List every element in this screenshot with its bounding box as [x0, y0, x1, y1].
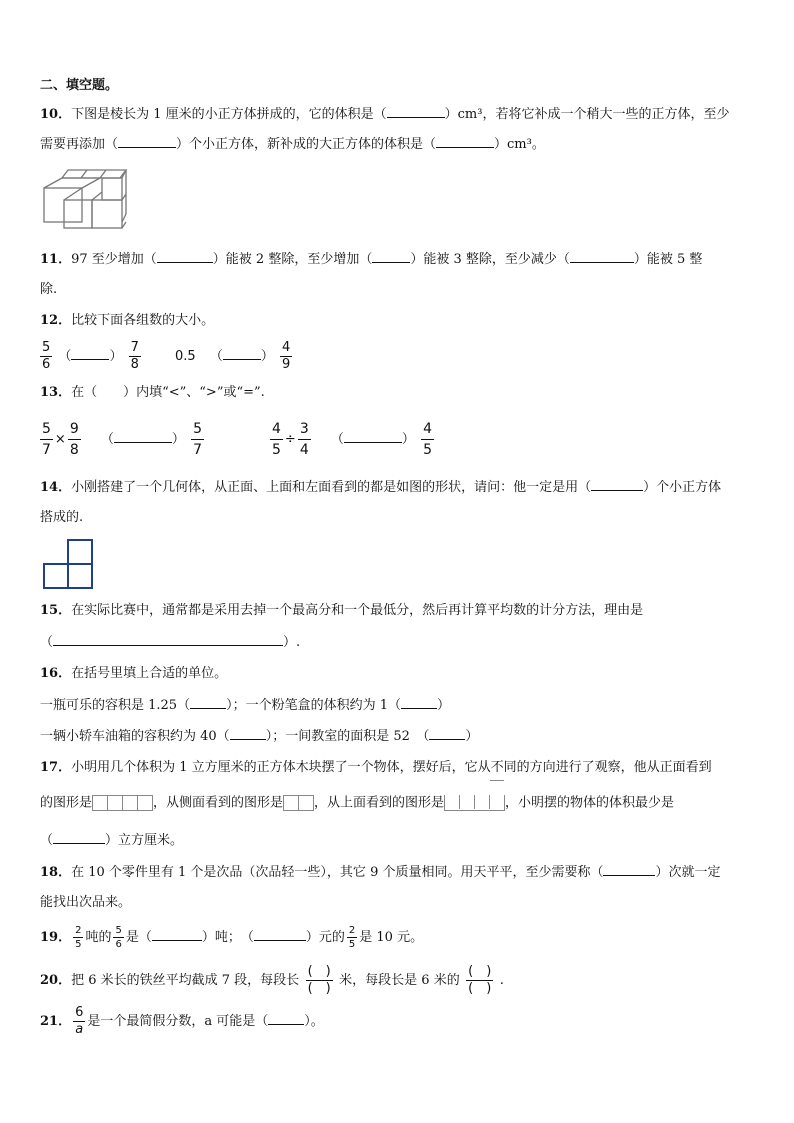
answer-blank[interactable]: [344, 431, 402, 443]
answer-blank[interactable]: [387, 106, 445, 118]
question-14-line-1: 14．小刚搭建了一个几何体，从正面、上面和左面看到的都是如图的形状，请问：他一定是用（ ）个小正方体: [40, 480, 722, 495]
question-16-line-1: 一瓶可乐的容积是 1.25（ ）；一个粉笔盒的体积约为 1（ ）: [40, 698, 450, 713]
answer-blank[interactable]: [230, 728, 266, 740]
answer-blank[interactable]: [53, 634, 283, 646]
question-number: 12．: [40, 313, 72, 328]
l-shape-view-figure: [42, 538, 94, 590]
answer-blank[interactable]: [429, 728, 465, 740]
fraction: $\frac{5}{6}$: [42, 340, 51, 372]
answer-blank[interactable]: [436, 136, 494, 148]
answer-blank[interactable]: [152, 929, 202, 941]
operator: ÷: [284, 432, 296, 447]
fraction: $\frac{3}{4}$: [299, 421, 309, 458]
section-title: 二、填空题。: [40, 78, 119, 93]
top-view-grid: [444, 795, 505, 811]
fraction-answer-blank[interactable]: $\frac{( )}{( )}$: [468, 964, 492, 996]
fraction: $\frac{6}{a}$: [75, 1005, 84, 1037]
fraction: $\frac{2}{5}$: [348, 925, 356, 950]
question-19: 19． $\frac{2}{5}$ 吨的 $\frac{5}{6}$ 是（ ）吨； （ ）元的 $\frac{2}{5}$ 是 10 元。: [40, 925, 424, 950]
question-number: 14．: [40, 480, 72, 495]
answer-blank[interactable]: [401, 697, 437, 709]
question-13-title: 13．在（ ）内填“<”、“>”或“=”.: [40, 385, 265, 400]
question-18-line-1: 18．在 10 个零件里有 1 个是次品（次品轻一些），其它 9 个质量相同。用天平平，至少需要称（ ）次就一定: [40, 865, 721, 880]
answer-blank[interactable]: [114, 431, 172, 443]
question-17-line-2: 的图形是 ，从侧面看到的图形是 ，从上面看到的图形是 ，小明摆的物体的体积最少是: [40, 795, 674, 812]
answer-blank[interactable]: [570, 251, 634, 263]
question-15-line-1: 15．在实际比赛中，通常都是采用去掉一个最高分和一个最低分，然后再计算平均数的计分方法，理由是: [40, 603, 644, 618]
question-14-line-2: 搭成的.: [40, 510, 84, 525]
question-21: 21． $\frac{6}{a}$ 是一个最简假分数，a 可能是（ ）。: [40, 1005, 324, 1037]
fraction: $\frac{2}{5}$: [75, 925, 82, 950]
question-number: 15．: [40, 603, 72, 618]
question-number: 17．: [40, 760, 72, 775]
fraction: $\frac{7}{8}$: [130, 340, 139, 372]
cube-stack-figure: [40, 164, 132, 234]
fraction: $\frac{4}{5}$: [272, 421, 281, 458]
question-number: 21．: [40, 1014, 72, 1029]
question-number: 11．: [40, 252, 72, 267]
fraction: $\frac{5}{7}$: [42, 421, 51, 458]
question-number: 10．: [40, 107, 72, 122]
question-11-line-1: 11．97 至少增加（ ）能被 2 整除，至少增加（ ）能被 3 整除，至少减少（ ）能被 5 整: [40, 252, 703, 267]
fraction: $\frac{5}{6}$: [115, 925, 122, 950]
question-17-line-1: 17．小明用几个体积为 1 立方厘米的正方体木块摆了一个物体，摆好后，它从不同的方向进行了观察，他从正面看到: [40, 760, 712, 775]
question-number: 20．: [40, 973, 72, 988]
question-20: 20．把 6 米长的铁丝平均截成 7 段，每段长 $\frac{( )}{( )}$ 米，每段长是 6 米的 $\frac{( )}{( )}$ .: [40, 964, 504, 996]
answer-blank[interactable]: [254, 929, 306, 941]
fraction: $\frac{4}{9}$: [282, 340, 291, 372]
answer-blank[interactable]: [603, 864, 655, 876]
question-16-line-2: 一辆小轿车油箱的容积约为 40（ ）；一间教室的面积是 52 （ ）: [40, 729, 479, 744]
fraction: $\frac{4}{5}$: [423, 421, 432, 458]
question-11-line-2: 除.: [40, 282, 58, 297]
answer-blank[interactable]: [372, 251, 410, 263]
fraction-answer-blank[interactable]: $\frac{( )}{( )}$: [307, 964, 331, 996]
answer-blank[interactable]: [190, 697, 226, 709]
answer-blank[interactable]: [71, 348, 109, 360]
fraction: $\frac{9}{8}$: [69, 421, 79, 458]
answer-blank[interactable]: [118, 136, 176, 148]
question-12-comparisons: $\frac{5}{6}$ （ ） $\frac{7}{8}$ 0.5 （ ） $\frac{4}{9}$: [42, 340, 291, 372]
question-13-expression-2: $\frac{4}{5}$ ÷ $\frac{3}{4}$ （ ） $\frac{4}{5}$: [272, 421, 432, 458]
fraction: $\frac{5}{7}$: [193, 421, 202, 458]
question-number: 18．: [40, 865, 72, 880]
question-number: 19．: [40, 930, 72, 945]
question-number: 13．: [40, 385, 72, 400]
answer-blank[interactable]: [157, 251, 213, 263]
answer-blank[interactable]: [223, 348, 261, 360]
front-view-grid: [92, 795, 153, 811]
question-16-title: 16．在括号里填上合适的单位。: [40, 666, 228, 681]
question-13-expression-1: $\frac{5}{7}$ × $\frac{9}{8}$ （ ） $\frac{5}{7}$: [42, 421, 202, 458]
question-18-line-2: 能找出次品来。: [40, 895, 132, 910]
decimal-value: 0.5: [175, 349, 196, 364]
answer-blank[interactable]: [268, 1013, 304, 1025]
answer-blank[interactable]: [591, 479, 643, 491]
question-10-line-2: 需要再添加（ ）个小正方体，新补成的大正方体的体积是（ ）cm³。: [40, 137, 545, 152]
question-17-line-3: （ ）立方厘米。: [40, 833, 184, 848]
answer-blank[interactable]: [53, 832, 105, 844]
question-12-title: 12．比较下面各组数的大小。: [40, 313, 215, 328]
question-number: 16．: [40, 666, 72, 681]
question-10-line-1: 10．下图是棱长为 1 厘米的小正方体拼成的，它的体积是（ ）cm³，若将它补成一个稍大一些的正方体，至少: [40, 107, 730, 122]
side-view-grid: [283, 795, 314, 811]
operator: ×: [54, 432, 66, 447]
question-15-line-2: （ ）.: [40, 635, 301, 650]
